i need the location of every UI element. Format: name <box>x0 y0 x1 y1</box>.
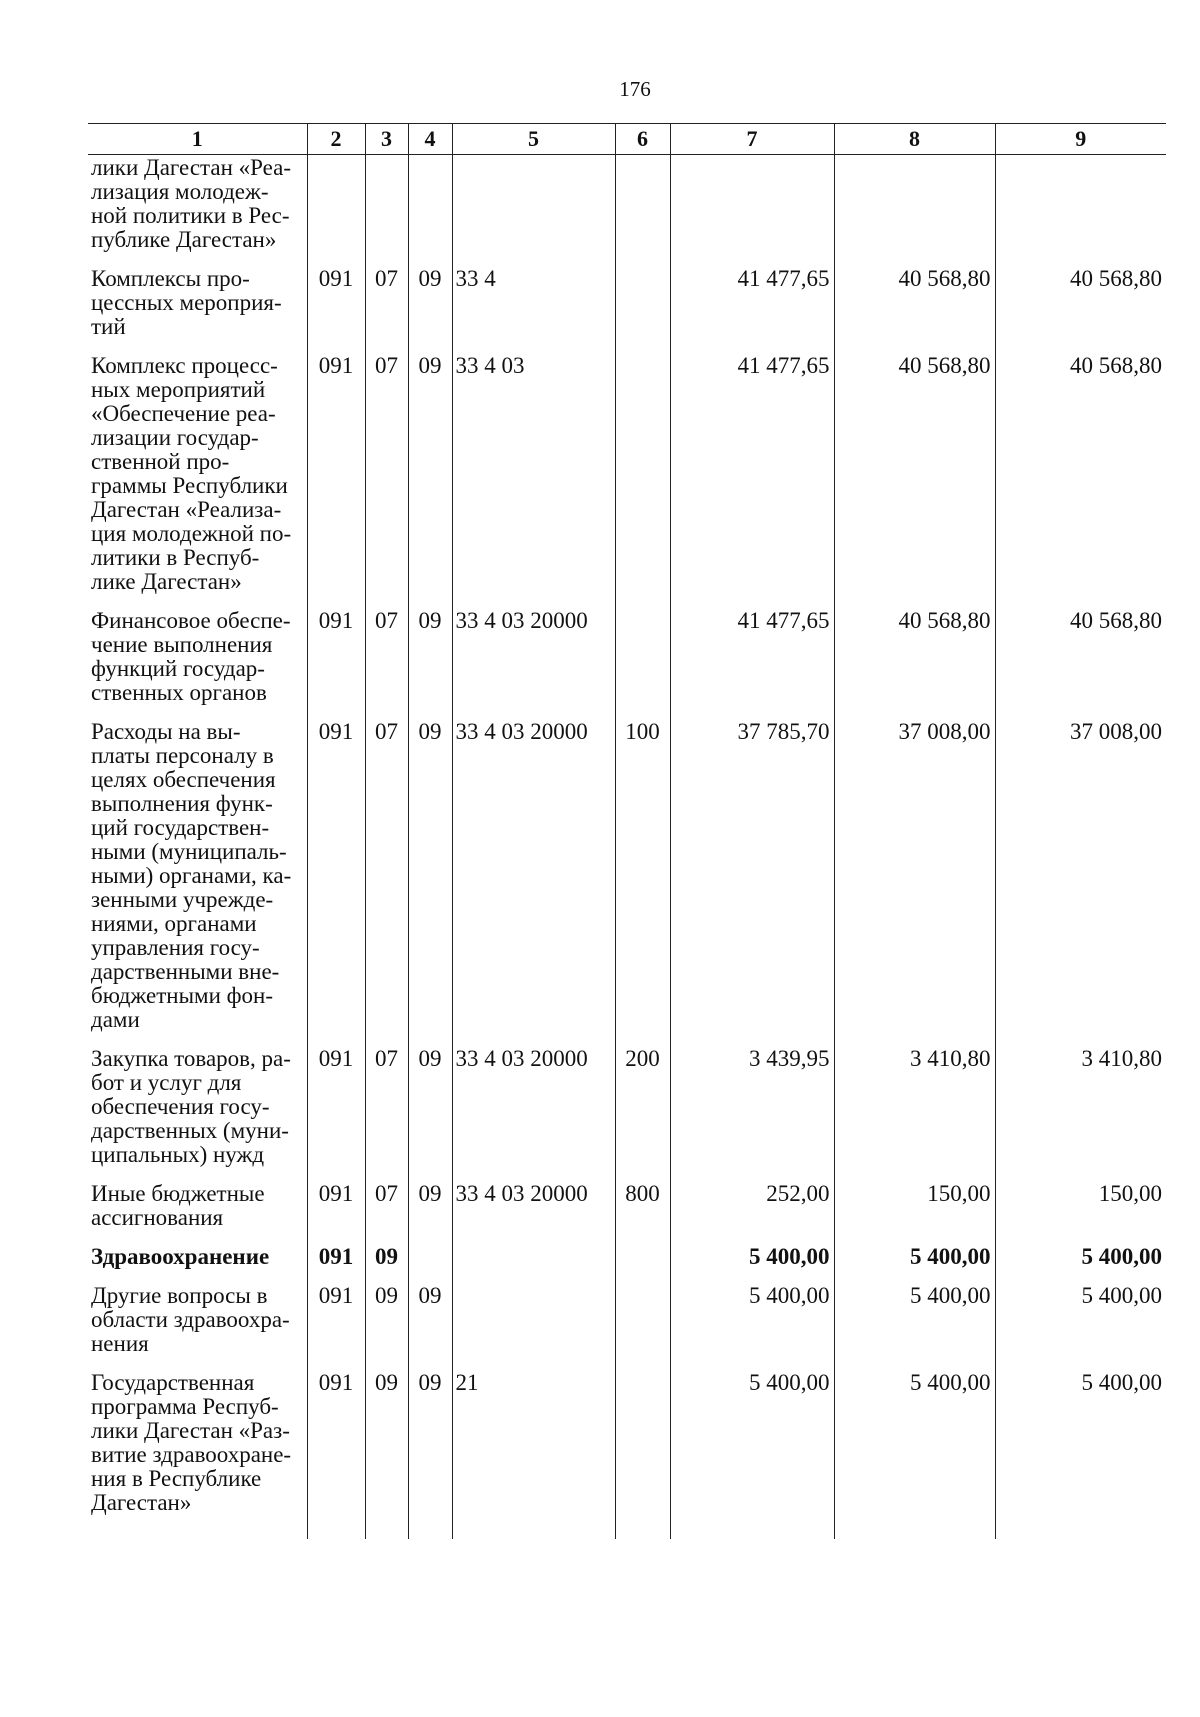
amount-2025-text: 5 400,00 <box>910 1283 991 1308</box>
row-label-text: Другие вопросы в области здравоохра- нения <box>91 1283 290 1356</box>
amount-2025-text: 37 008,00 <box>898 719 991 744</box>
table-row <box>88 608 1166 719</box>
table-row <box>88 1244 1166 1283</box>
row-label <box>88 1283 307 1370</box>
amount-2024 <box>670 353 834 608</box>
target-article-code-text <box>456 1284 613 1298</box>
admin-code <box>307 353 365 608</box>
amount-2025 <box>834 353 995 608</box>
row-label <box>88 266 307 353</box>
amount-2024 <box>670 1283 834 1370</box>
subsection-code <box>408 1046 452 1181</box>
column-header: 2 <box>307 124 365 155</box>
amount-2024 <box>670 719 834 1046</box>
table-body <box>88 155 1166 1540</box>
target-article-code <box>452 1283 615 1370</box>
column-header: 4 <box>408 124 452 155</box>
table-row <box>88 155 1166 267</box>
amount-2026-text: 5 400,00 <box>1081 1244 1162 1269</box>
column-header: 5 <box>452 124 615 155</box>
amount-2026 <box>995 1181 1166 1244</box>
admin-code <box>307 1244 365 1283</box>
amount-2025-text: 40 568,80 <box>898 266 991 291</box>
section-code <box>365 266 408 353</box>
amount-2026 <box>995 1283 1166 1370</box>
expense-type-code <box>615 719 670 1046</box>
amount-2024 <box>670 266 834 353</box>
amount-2024 <box>670 1244 834 1283</box>
subsection-code <box>408 719 452 1046</box>
amount-2024-text: 5 400,00 <box>749 1370 830 1395</box>
section-code <box>365 1181 408 1244</box>
amount-2025-text: 40 568,80 <box>898 353 991 378</box>
amount-2026 <box>995 155 1166 267</box>
amount-2025-text: 150,00 <box>927 1181 991 1206</box>
amount-2025-text: 3 410,80 <box>910 1046 991 1071</box>
subsection-code-text: 09 <box>418 1283 442 1308</box>
target-article-code <box>452 608 615 719</box>
table-row <box>88 353 1166 608</box>
amount-2025 <box>834 1181 995 1244</box>
row-label-text: Комплекс процесс- ных мероприятий «Обеспечение реа- лизации государ- ственной про- граммы Республики Дагестан «Реализа- ция молодежной по- литики в Респуб- лике Дагестан» <box>91 353 292 594</box>
admin-code-text: 091 <box>318 266 354 291</box>
section-code-text: 07 <box>375 719 398 744</box>
amount-2025-text: 5 400,00 <box>910 1370 991 1395</box>
section-code-text: 09 <box>375 1244 398 1269</box>
target-article-code <box>452 1244 615 1283</box>
expense-type-code <box>615 353 670 608</box>
target-article-code <box>452 1181 615 1244</box>
row-label-text: Расходы на вы- платы персоналу в целях обеспечения выполнения функ- ций государствен- ными (муниципаль- ными) органами, ка- зенными учрежде- ниями, органами управления госу- дарственными вне- бюджетными фон- дами <box>91 719 292 1032</box>
table-row <box>88 266 1166 353</box>
amount-2025 <box>834 719 995 1046</box>
subsection-code-text: 09 <box>418 1181 442 1206</box>
subsection-code <box>408 1181 452 1244</box>
subsection-code <box>408 155 452 267</box>
expense-type-code-text <box>620 1284 666 1298</box>
section-code-text: 07 <box>375 608 398 633</box>
admin-code-text: 091 <box>318 608 354 633</box>
table-row <box>88 1283 1166 1370</box>
amount-2025-text: 5 400,00 <box>910 1244 991 1269</box>
admin-code-text: 091 <box>318 1244 354 1269</box>
amount-2026-text: 3 410,80 <box>1081 1046 1162 1071</box>
amount-2024-text <box>675 156 830 170</box>
amount-2024 <box>670 1046 834 1181</box>
row-label <box>88 1046 307 1181</box>
header-row <box>88 124 1166 155</box>
expense-type-code-text <box>620 1245 666 1259</box>
budget-table <box>88 123 1166 1539</box>
row-label-text: Финансовое обеспе- чение выполнения функций государ- ственных органов <box>91 608 291 705</box>
subsection-code-text <box>413 1245 448 1259</box>
amount-2024-text: 41 477,65 <box>737 266 830 291</box>
amount-2026-text: 40 568,80 <box>1070 353 1162 378</box>
amount-2025 <box>834 608 995 719</box>
amount-2024 <box>670 608 834 719</box>
expense-type-code-text <box>620 267 666 281</box>
table-header <box>88 124 1166 155</box>
expense-type-code <box>615 1181 670 1244</box>
section-code <box>365 1370 408 1539</box>
row-label-text: лики Дагестан «Реа- лизация молодеж- ной политики в Рес- публике Дагестан» <box>91 155 291 252</box>
target-article-code-text: 33 4 03 <box>455 353 525 378</box>
amount-2024-text: 252,00 <box>766 1181 830 1206</box>
section-code <box>365 1046 408 1181</box>
section-code <box>365 155 408 267</box>
admin-code <box>307 608 365 719</box>
amount-2024-text: 37 785,70 <box>737 719 830 744</box>
section-code-text: 09 <box>375 1283 398 1308</box>
amount-2025 <box>834 1244 995 1283</box>
target-article-code <box>452 155 615 267</box>
admin-code-text: 091 <box>318 719 354 744</box>
admin-code-text: 091 <box>318 353 354 378</box>
subsection-code-text: 09 <box>418 1046 442 1071</box>
table-row <box>88 719 1166 1046</box>
expense-type-code <box>615 155 670 267</box>
amount-2025 <box>834 155 995 267</box>
amount-2026-text: 40 568,80 <box>1070 608 1162 633</box>
admin-code <box>307 1181 365 1244</box>
target-article-code-text: 33 4 03 20000 <box>455 1046 588 1071</box>
expense-type-code <box>615 608 670 719</box>
target-article-code-text <box>456 1245 613 1259</box>
admin-code-text: 091 <box>318 1181 354 1206</box>
amount-2026 <box>995 1046 1166 1181</box>
amount-2026 <box>995 1244 1166 1283</box>
section-code-text: 07 <box>375 1181 398 1206</box>
amount-2026-text: 150,00 <box>1098 1181 1162 1206</box>
amount-2024 <box>670 1181 834 1244</box>
expense-type-code <box>615 1283 670 1370</box>
row-label-text: Закупка товаров, ра- бот и услуг для обеспечения госу- дарственных (муни- ципальных) нужд <box>91 1046 291 1167</box>
row-label <box>88 719 307 1046</box>
admin-code-text: 091 <box>318 1046 354 1071</box>
row-label <box>88 1370 307 1539</box>
target-article-code-text: 33 4 <box>455 266 496 291</box>
amount-2024 <box>670 155 834 267</box>
amount-2024-text: 5 400,00 <box>749 1244 830 1269</box>
expense-type-code-text <box>620 609 666 623</box>
target-article-code <box>452 353 615 608</box>
section-code-text: 07 <box>375 266 398 291</box>
admin-code-text: 091 <box>318 1370 354 1395</box>
row-label-text: Государственная программа Респуб- лики Дагестан «Раз- витие здравоохране- ния в Республике Дагестан» <box>91 1370 292 1515</box>
subsection-code <box>408 1370 452 1539</box>
subsection-code <box>408 1283 452 1370</box>
table-row <box>88 1181 1166 1244</box>
row-label <box>88 1244 307 1283</box>
amount-2025 <box>834 1370 995 1539</box>
column-header: 6 <box>615 124 670 155</box>
subsection-code-text <box>413 156 448 170</box>
admin-code <box>307 1046 365 1181</box>
target-article-code-text: 33 4 03 20000 <box>455 1181 588 1206</box>
table-row <box>88 1046 1166 1181</box>
section-code-text: 07 <box>375 1046 398 1071</box>
subsection-code-text: 09 <box>418 1370 442 1395</box>
section-code <box>365 608 408 719</box>
amount-2024 <box>670 1370 834 1539</box>
expense-type-code-text <box>620 1371 666 1385</box>
amount-2026 <box>995 608 1166 719</box>
row-label <box>88 1181 307 1244</box>
amount-2026 <box>995 1370 1166 1539</box>
row-label-text: Иные бюджетные ассигнования <box>91 1181 265 1230</box>
amount-2025 <box>834 1283 995 1370</box>
subsection-code-text: 09 <box>418 719 442 744</box>
row-label-text: Комплексы про- цессных мероприя- тий <box>91 266 282 339</box>
row-label <box>88 155 307 267</box>
subsection-code <box>408 353 452 608</box>
section-code-text: 09 <box>375 1370 398 1395</box>
subsection-code <box>408 608 452 719</box>
target-article-code-text: 33 4 03 20000 <box>455 719 588 744</box>
amount-2025-text: 40 568,80 <box>898 608 991 633</box>
target-article-code <box>452 1046 615 1181</box>
section-code <box>365 353 408 608</box>
section-code <box>365 719 408 1046</box>
column-header: 3 <box>365 124 408 155</box>
amount-2025 <box>834 1046 995 1181</box>
admin-code <box>307 719 365 1046</box>
target-article-code-text: 21 <box>455 1370 479 1395</box>
subsection-code-text: 09 <box>418 353 442 378</box>
amount-2026 <box>995 719 1166 1046</box>
admin-code-text: 091 <box>318 1283 354 1308</box>
section-code <box>365 1244 408 1283</box>
amount-2024-text: 5 400,00 <box>749 1283 830 1308</box>
admin-code <box>307 266 365 353</box>
column-header: 9 <box>995 124 1166 155</box>
target-article-code-text <box>456 156 613 170</box>
amount-2024-text: 41 477,65 <box>737 608 830 633</box>
row-label <box>88 608 307 719</box>
admin-code <box>307 155 365 267</box>
amount-2026 <box>995 266 1166 353</box>
page-number: 176 <box>619 77 651 101</box>
amount-2026-text: 5 400,00 <box>1081 1283 1162 1308</box>
expense-type-code <box>615 1370 670 1539</box>
subsection-code-text: 09 <box>418 266 442 291</box>
expense-type-code-text: 200 <box>625 1046 660 1071</box>
admin-code <box>307 1283 365 1370</box>
subsection-code-text: 09 <box>418 608 442 633</box>
expense-type-code-text <box>620 354 666 368</box>
amount-2026-text: 5 400,00 <box>1081 1370 1162 1395</box>
section-code-text: 07 <box>375 353 398 378</box>
amount-2024-text: 3 439,95 <box>749 1046 830 1071</box>
column-header: 1 <box>88 124 307 155</box>
subsection-code <box>408 1244 452 1283</box>
table-row <box>88 1370 1166 1539</box>
target-article-code <box>452 266 615 353</box>
section-code-text <box>370 156 404 170</box>
amount-2026 <box>995 353 1166 608</box>
column-header: 7 <box>670 124 834 155</box>
expense-type-code <box>615 1046 670 1181</box>
expense-type-code <box>615 266 670 353</box>
section-code <box>365 1283 408 1370</box>
row-label <box>88 353 307 608</box>
target-article-code-text: 33 4 03 20000 <box>455 608 588 633</box>
amount-2026-text: 40 568,80 <box>1070 266 1162 291</box>
expense-type-code <box>615 1244 670 1283</box>
target-article-code <box>452 719 615 1046</box>
admin-code <box>307 1370 365 1539</box>
row-label-text: Здравоохранение <box>91 1244 270 1269</box>
amount-2025-text <box>839 156 991 170</box>
expense-type-code-text: 800 <box>625 1181 660 1206</box>
amount-2024-text: 41 477,65 <box>737 353 830 378</box>
admin-code-text <box>312 156 361 170</box>
expense-type-code-text <box>620 156 666 170</box>
amount-2026-text: 37 008,00 <box>1070 719 1162 744</box>
column-header: 8 <box>834 124 995 155</box>
amount-2026-text <box>1000 156 1163 170</box>
subsection-code <box>408 266 452 353</box>
amount-2025 <box>834 266 995 353</box>
target-article-code <box>452 1370 615 1539</box>
expense-type-code-text: 100 <box>625 719 660 744</box>
